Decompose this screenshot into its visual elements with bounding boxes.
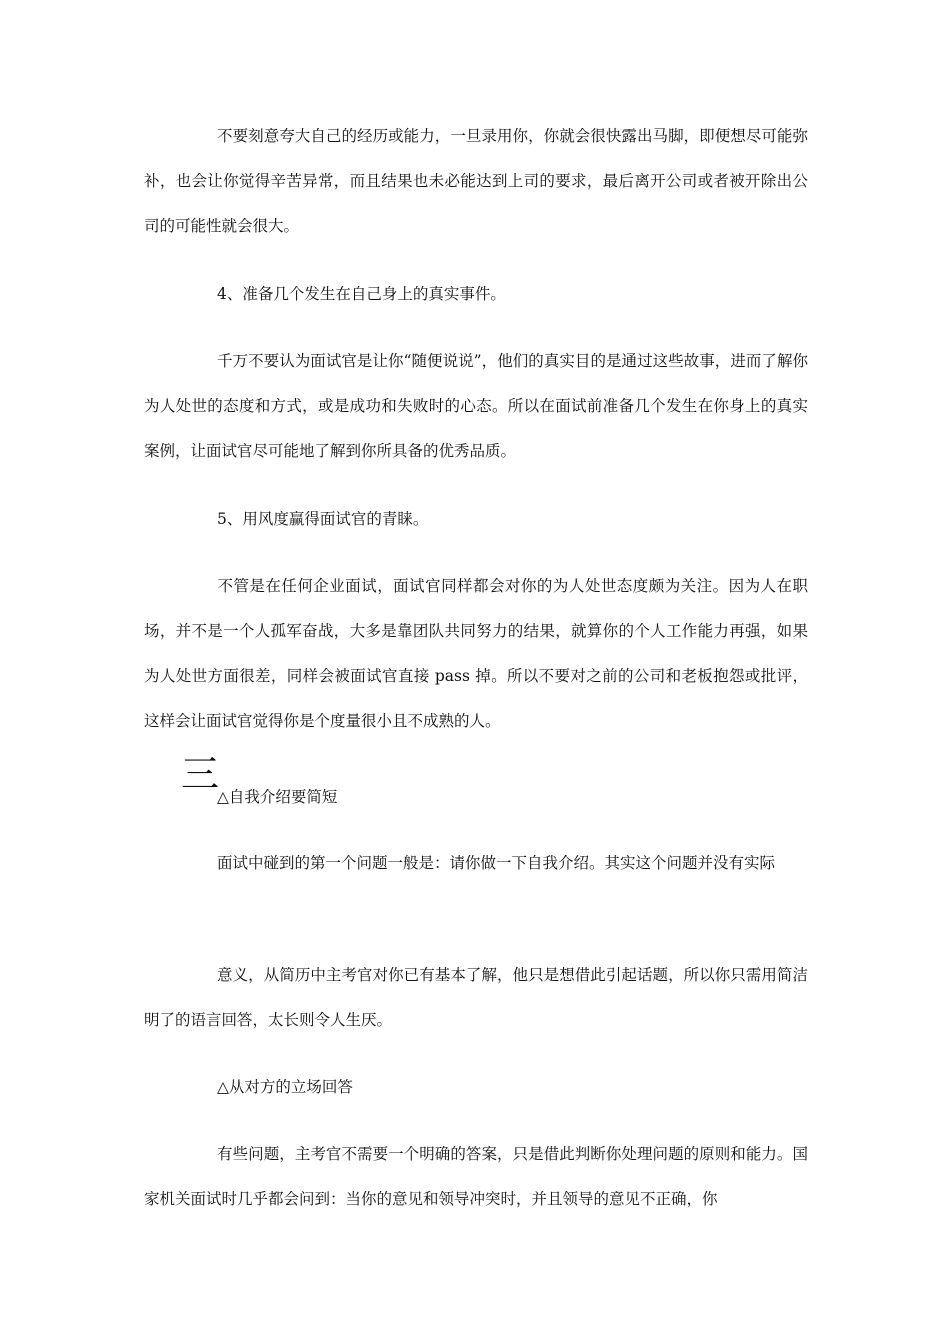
paragraph-first-question: 面试中碰到的第一个问题一般是：请你做一下自我介绍。其实这个问题并没有实际 <box>217 854 776 872</box>
paragraph-exaggeration-warning: 不要刻意夸大自己的经历或能力，一旦录用你，你就会很快露出马脚，即便想尽可能弥补，也会让你觉得辛苦异常，而且结果也未必能达到上司的要求，最后离开公司或者被开除出公司的可能性就会很大。 <box>144 127 808 235</box>
heading-short-self-intro: △自我介绍要简短 <box>217 788 338 806</box>
heading-point-5: 5、用风度赢得面试官的青睐。 <box>217 510 429 528</box>
heading-point-4: 4、准备几个发生在自己身上的真实事件。 <box>217 285 506 303</box>
paragraph-meaning: 意义，从简历中主考官对你已有基本了解，他只是想借此引起话题，所以你只需用简洁明了的语言回答，太长则令人生厌。 <box>144 966 808 1029</box>
paragraph-manners: 不管是在任何企业面试，面试官同样都会对你的为人处世态度颇为关注。因为人在职场，并不是一个人孤军奋战，大多是靠团队共同努力的结果，就算你的个人工作能力再强，如果为人处世方面很差，同样会被面试官直接 pass 掉。所以不要对之前的公司和老板抱怨或批评，这样会让面试官觉得你是个度量很小且不成熟的人。 <box>144 577 808 730</box>
paragraph-real-stories: 千万不要认为面试官是让你“随便说说”，他们的真实目的是通过这些故事，进而了解你为人处世的态度和方式，或是成功和失败时的心态。所以在面试前准备几个发生在你身上的真实案例，让面试官尽可能地了解到你所具备的优秀品质。 <box>144 352 808 460</box>
heading-answer-from-their-view: △从对方的立场回答 <box>217 1078 353 1096</box>
paragraph-some-questions: 有些问题，主考官不需要一个明确的答案，只是借此判断你处理问题的原则和能力。国家机关面试时几乎都会问到：当你的意见和领导冲突时，并且领导的意见不正确，你 <box>144 1145 808 1208</box>
section-mark: 三 <box>181 752 220 796</box>
